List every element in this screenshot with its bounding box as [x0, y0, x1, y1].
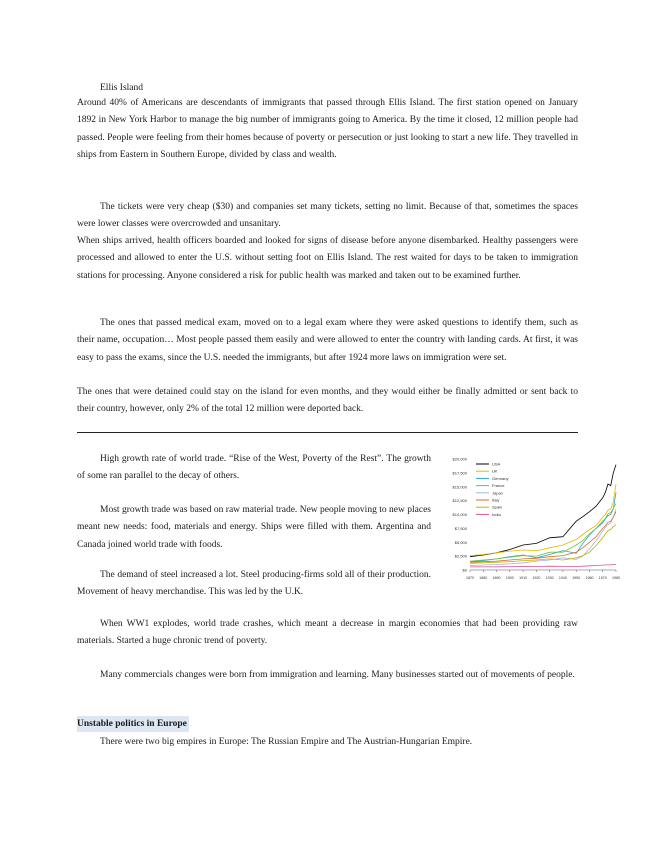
ellis-paragraph-2: The tickets were very cheap ($30) and companies set many tickets, setting no limit. Because of that, sometimes the spaces were lower classes were overcrowded and unsanitary. — [77, 202, 578, 230]
chart-canvas — [440, 453, 622, 589]
section-title-ellis-island: Ellis Island — [100, 83, 144, 93]
x-tick-label: 1980 — [612, 576, 620, 580]
legend-label: India — [492, 511, 501, 517]
series-line-italy — [470, 512, 616, 563]
horizontal-divider — [77, 432, 578, 433]
x-tick-label: 1890 — [492, 576, 501, 580]
legend-label: Japan — [492, 490, 503, 496]
x-tick-label: 1930 — [545, 576, 554, 580]
y-tick-label: $12,500 — [452, 498, 467, 504]
x-tick-label: 1870 — [466, 576, 474, 580]
legend-label: Spain — [492, 504, 503, 510]
trade-paragraph-5: Many commercials changes were born from immigration and learning. Many businesses started out of movements of people. — [100, 670, 575, 680]
legend-label: Germany — [492, 475, 509, 481]
ellis-paragraph-3: When ships arrived, health officers boarded and looked for signs of disease before anyone disembarked. Healthy passengers were processed and allowed to enter the U.S. without setting foot on Ellis Island. The rest waited for days to be taken to immigration stations for processing. Anyone considered a risk for public health was marked and taken out to be examined further. — [77, 236, 578, 281]
legend-label: France — [492, 483, 505, 489]
x-tick-label: 1940 — [558, 576, 567, 580]
y-tick-label: $5,000 — [454, 539, 467, 545]
ellis-paragraph-5: The ones that were detained could stay on the island for even months, and they would either be finally admitted or sent back to their country, however, only 2% of the total 12 million were deported back. — [77, 387, 578, 415]
y-tick-label: $17,500 — [452, 470, 467, 476]
x-tick-label: 1900 — [505, 576, 514, 580]
x-tick-label: 1950 — [572, 576, 581, 580]
trade-paragraph-3: The demand of steel increased a lot. Steel producing-firms sold all of their production. Movement of heavy merchandise. This was led by the U.K. — [77, 570, 431, 598]
y-tick-label: $7,500 — [454, 525, 467, 531]
trade-paragraph-2: Most growth trade was based on raw material trade. New people moving to new places meant new needs: food, materials and energy. Ships were filled with them. Argentina and Canada joined world trade with foods. — [77, 505, 431, 550]
legend-label: UK — [492, 468, 498, 474]
x-tick-label: 1960 — [585, 576, 594, 580]
legend-label: USA — [492, 461, 501, 467]
y-tick-label: $15,000 — [452, 484, 467, 490]
x-tick-label: 1910 — [519, 576, 528, 580]
ellis-paragraph-1: Around 40% of Americans are descendants of immigrants that passed through Ellis Island. The first station opened on January 1892 in New York Harbor to manage the big number of immigrants going to America. By the time it closed, 12 million people had passed. People were feeling from their homes because of poverty or persecution or just looking to start a new life. They travelled in ships from Eastern in Southern Europe, divided by class and wealth. — [77, 98, 578, 160]
section-heading-unstable-politics: Unstable politics in Europe — [77, 716, 189, 732]
x-tick-label: 1920 — [532, 576, 541, 580]
y-tick-label: $20,000 — [452, 456, 467, 462]
politics-paragraph-1: There were two big empires in Europe: The Russian Empire and The Austrian-Hungarian Empire. — [100, 737, 473, 747]
ellis-paragraph-4: The ones that passed medical exam, moved on to a legal exam where they were asked questions to identify them, such as their name, occupation… Most people passed them easily and were allowed to enter the country with landing cards. At first, it was easy to pass the exams, since the U.S. needed the immigrants, but after 1924 more laws on immigration were set. — [77, 318, 578, 363]
chart-legend — [476, 462, 508, 517]
gdp-line-chart — [440, 453, 622, 589]
y-tick-label: $0 — [462, 567, 467, 573]
legend-label: Italy — [492, 497, 500, 503]
trade-paragraph-4: When WW1 explodes, world trade crashes, which meant a decrease in margin economies that had been providing raw materials. Started a huge chronic trend of poverty. — [77, 619, 578, 647]
x-tick-label: 1880 — [479, 576, 488, 580]
y-tick-label: $10,000 — [452, 512, 467, 517]
x-tick-label: 1970 — [598, 576, 607, 580]
y-tick-label: $2,500 — [454, 553, 467, 559]
trade-paragraph-1: High growth rate of world trade. “Rise of the West, Poverty of the Rest”. The growth of some ran parallel to the decay of others. — [77, 454, 431, 482]
series-line-japan — [470, 509, 616, 566]
